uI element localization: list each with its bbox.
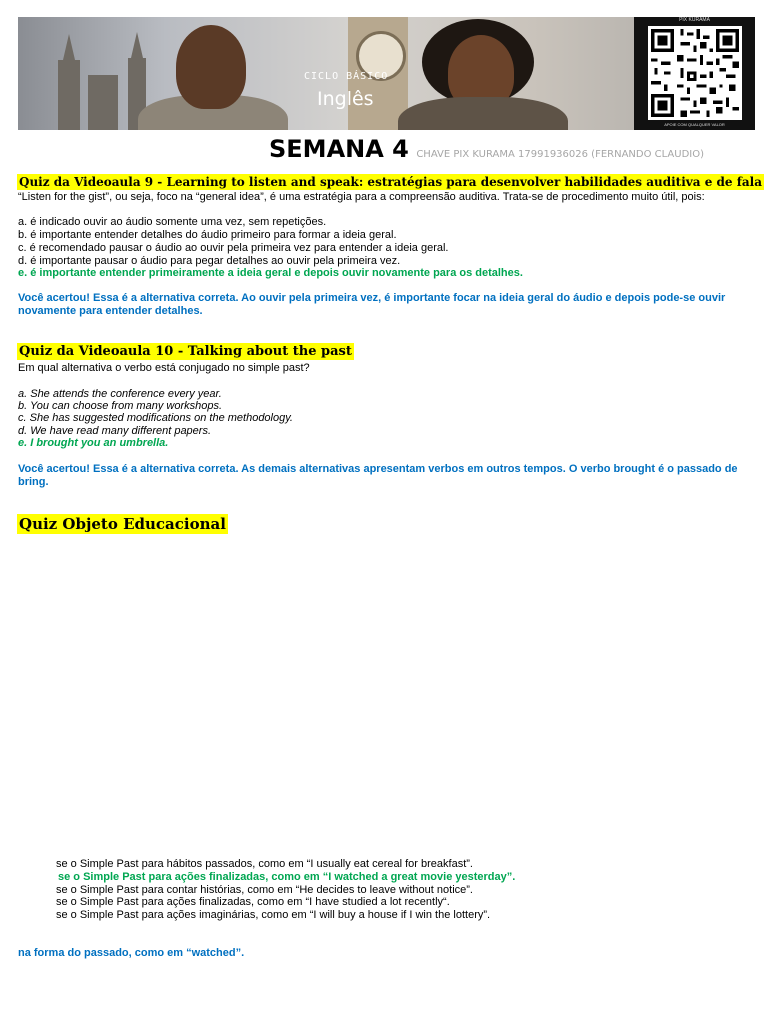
banner-subtitle: CICLO BÁSICO	[304, 71, 389, 82]
quiz-obj-heading: Quiz Objeto Educacional	[19, 515, 226, 533]
quiz10-option-d: d. We have read many different papers.	[18, 425, 212, 437]
quiz10-option-a: a. She attends the conference every year.	[18, 388, 222, 400]
quiz9-feedback: Você acertou! Essa é a alternativa correta. Ao ouvir pela primeira vez, é importante focar na ideia geral do áudio e depois pode-se ouvir novamente para entender detalhes.	[18, 292, 726, 317]
quiz9-heading: Quiz da Videoaula 9 - Learning to listen and speak: estratégias para desenvolver habilidades auditiva e de fala	[19, 175, 762, 189]
quiz9-correct-option: e. é importante entender primeiramente a ideia geral e depois ouvir novamente para os detalhes.	[18, 267, 523, 279]
quiz-obj-feedback: na forma do passado, como em “watched”.	[18, 947, 245, 959]
spire-shape	[131, 32, 143, 58]
spire-shape	[63, 34, 75, 60]
qr-code-icon	[642, 26, 748, 120]
building-silhouette	[88, 75, 118, 130]
quiz10-option-c: c. She has suggested modifications on the methodology.	[18, 412, 293, 424]
qr-caption-bottom: APOIE COM QUALQUER VALOR	[664, 122, 725, 127]
quiz-obj-option-3: se o Simple Past para contar histórias, como em “He decides to leave without notice”.	[56, 884, 473, 896]
quiz-obj-option-4: se o Simple Past para ações finalizadas, como em “I have studied a lot recently“.	[56, 896, 450, 908]
quiz9-option-b: b. é importante entender detalhes do áudio primeiro para formar a ideia geral.	[18, 229, 397, 241]
quiz10-feedback: Você acertou! Essa é a alternativa correta. As demais alternativas apresentam verbos em outros tempos. O verbo brought é o passado de bring.	[18, 463, 738, 488]
quiz10-correct-option: e. I brought you an umbrella.	[18, 437, 169, 449]
week-title: SEMANA 4	[269, 135, 409, 163]
quiz10-option-b: b. You can choose from many workshops.	[18, 400, 223, 412]
quiz-obj-option-1: se o Simple Past para hábitos passados, como em “I usually eat cereal for breakfast”.	[56, 858, 473, 870]
building-silhouette	[58, 60, 80, 130]
quiz10-heading: Quiz da Videoaula 10 - Talking about the past	[19, 344, 352, 359]
quiz-obj-option-5: se o Simple Past para ações imaginárias, como em “I will buy a house if I win the lottery”.	[56, 909, 491, 921]
quiz9-option-c: c. é recomendado pausar o áudio ao ouvir pela primeira vez para entender a ideia geral.	[18, 242, 449, 254]
pix-key-text: CHAVE PIX KURAMA 17991936026 (FERNANDO CLAUDIO)	[416, 149, 705, 160]
banner-title: Inglês	[317, 88, 374, 110]
page-title	[269, 135, 704, 163]
pix-qr-panel	[634, 17, 755, 130]
quiz9-option-d: d. é importante pausar o áudio para pegar detalhes ao ouvir pela primeira vez.	[18, 255, 401, 267]
quiz10-question: Em qual alternativa o verbo está conjugado no simple past?	[18, 362, 310, 374]
man-face	[176, 25, 246, 109]
qr-caption-top: PIX KURAMA	[679, 17, 710, 23]
quiz-obj-correct-option: se o Simple Past para ações finalizadas, como em “I watched a great movie yesterday”.	[58, 871, 516, 883]
quiz9-question: “Listen for the gist”, ou seja, foco na “general idea”, é uma estratégia para a compreensão auditiva. Trata-se de procedimento muito útil, pois:	[18, 191, 705, 203]
woman-shoulders	[398, 97, 568, 130]
quiz9-option-a: a. é indicado ouvir ao áudio somente uma vez, sem repetições.	[18, 216, 327, 228]
